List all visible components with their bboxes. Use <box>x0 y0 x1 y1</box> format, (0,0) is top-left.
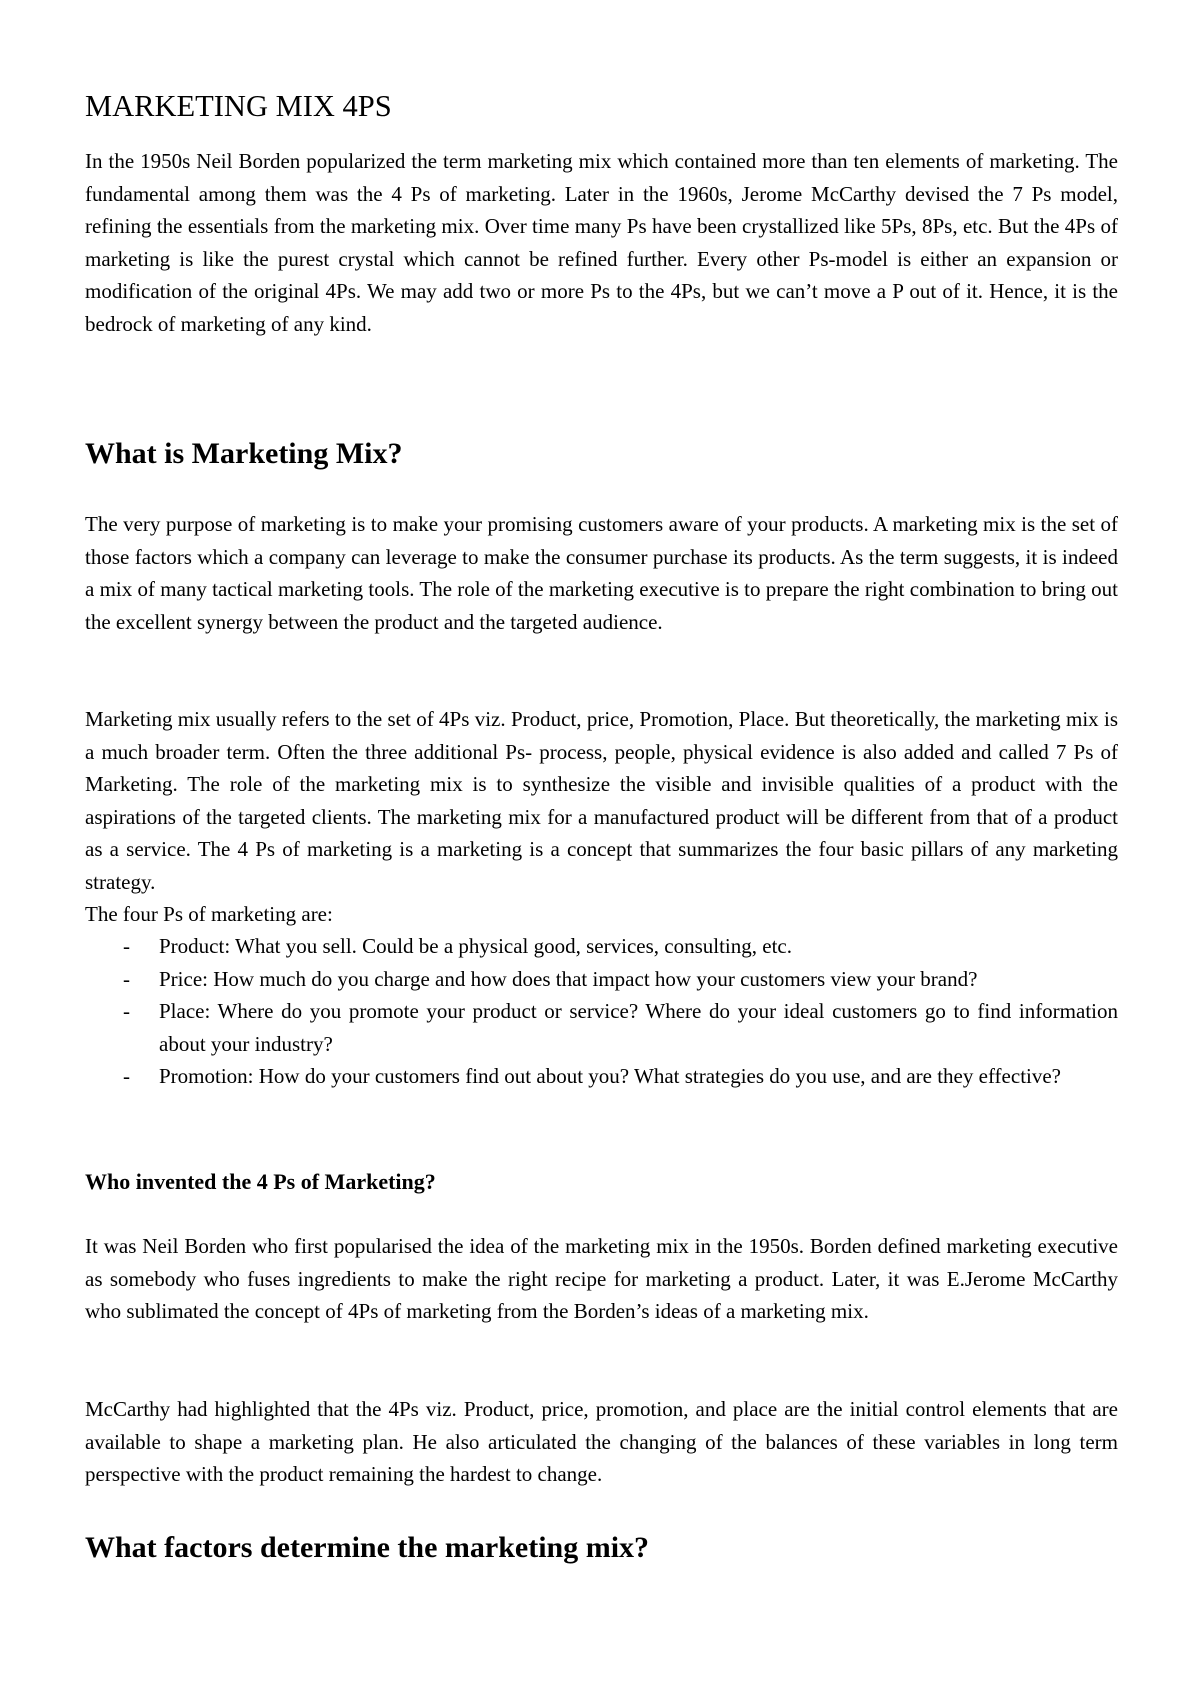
heading-who-invented: Who invented the 4 Ps of Marketing? <box>85 1169 436 1194</box>
bullet-marker: - <box>123 966 130 991</box>
bullet-marker: - <box>123 999 130 1023</box>
document-title: MARKETING MIX 4PS <box>85 89 392 123</box>
who-invented-paragraph-1: It was Neil Borden who first popularised the idea of the marketing mix in the 1950s. Borden defined marketing executive as somebody who fuses ingredients to make the right recipe for marketing a product. Later, it was E.Jerome McCarthy who sublimated the concept of 4Ps of marketing from the Borden’s ideas of a marketing mix. <box>85 1234 1118 1323</box>
list-item-price <box>85 963 1118 996</box>
list-item-promotion <box>85 1060 1118 1093</box>
marketing-mix-paragraph-1: The very purpose of marketing is to make your promising customers aware of your products. A marketing mix is the set of those factors which a company can leverage to make the consumer purchase its products. As the term suggests, it is indeed a mix of many tactical marketing tools. The role of the marketing executive is to prepare the right combination to bring out the excellent synergy between the product and the targeted audience. <box>85 512 1118 634</box>
list-item-text: Price: How much do you charge and how does that impact how your customers view your brand? <box>159 966 978 991</box>
marketing-mix-paragraph-2: Marketing mix usually refers to the set of 4Ps viz. Product, price, Promotion, Place. But theoretically, the marketing mix is a much broader term. Often the three additional Ps- process, people, physical evidence is also added and called 7 Ps of Marketing. The role of the marketing mix is to synthesize the visible and invisible qualities of a product with the aspirations of the targeted clients. The marketing mix for a manufactured product will be different from that of a product as a service. The 4 Ps of marketing is a marketing is a concept that summarizes the four basic pillars of any marketing strategy. <box>85 707 1118 894</box>
four-ps-list-intro: The four Ps of marketing are: <box>85 902 333 926</box>
who-invented-paragraph-2: McCarthy had highlighted that the 4Ps viz. Product, price, promotion, and place are the initial control elements that are available to shape a marketing plan. He also articulated the changing of the balances of these variables in long term perspective with the product remaining the hardest to change. <box>85 1397 1118 1486</box>
heading-what-factors: What factors determine the marketing mix? <box>85 1531 650 1564</box>
list-item-place <box>85 995 1118 1060</box>
intro-paragraph: In the 1950s Neil Borden popularized the term marketing mix which contained more than ten elements of marketing. The fundamental among them was the 4 Ps of marketing. Later in the 1960s, Jerome McCarthy devised the 7 Ps model, refining the essentials from the marketing mix. Over time many Ps have been crystallized like 5Ps, 8Ps, etc. But the 4Ps of marketing is like the purest crystal which cannot be refined further. Every other Ps-model is either an expansion or modification of the original 4Ps. We may add two or more Ps to the 4Ps, but we can’t move a P out of it. Hence, it is the bedrock of marketing of any kind. <box>85 149 1118 336</box>
list-item-text: Promotion: How do your customers find out about you? What strategies do you use, and are they effective? <box>159 1064 1062 1088</box>
bullet-marker: - <box>123 1064 130 1088</box>
heading-what-is-marketing-mix: What is Marketing Mix? <box>85 437 403 470</box>
list-item-text: Product: What you sell. Could be a physical good, services, consulting, etc. <box>159 934 792 958</box>
list-item-text: Place: Where do you promote your product or service? Where do your ideal customers go to find information about your industry? <box>159 999 1118 1056</box>
bullet-marker: - <box>123 934 130 958</box>
four-ps-list <box>85 930 1118 1093</box>
list-item-product <box>85 930 1118 963</box>
